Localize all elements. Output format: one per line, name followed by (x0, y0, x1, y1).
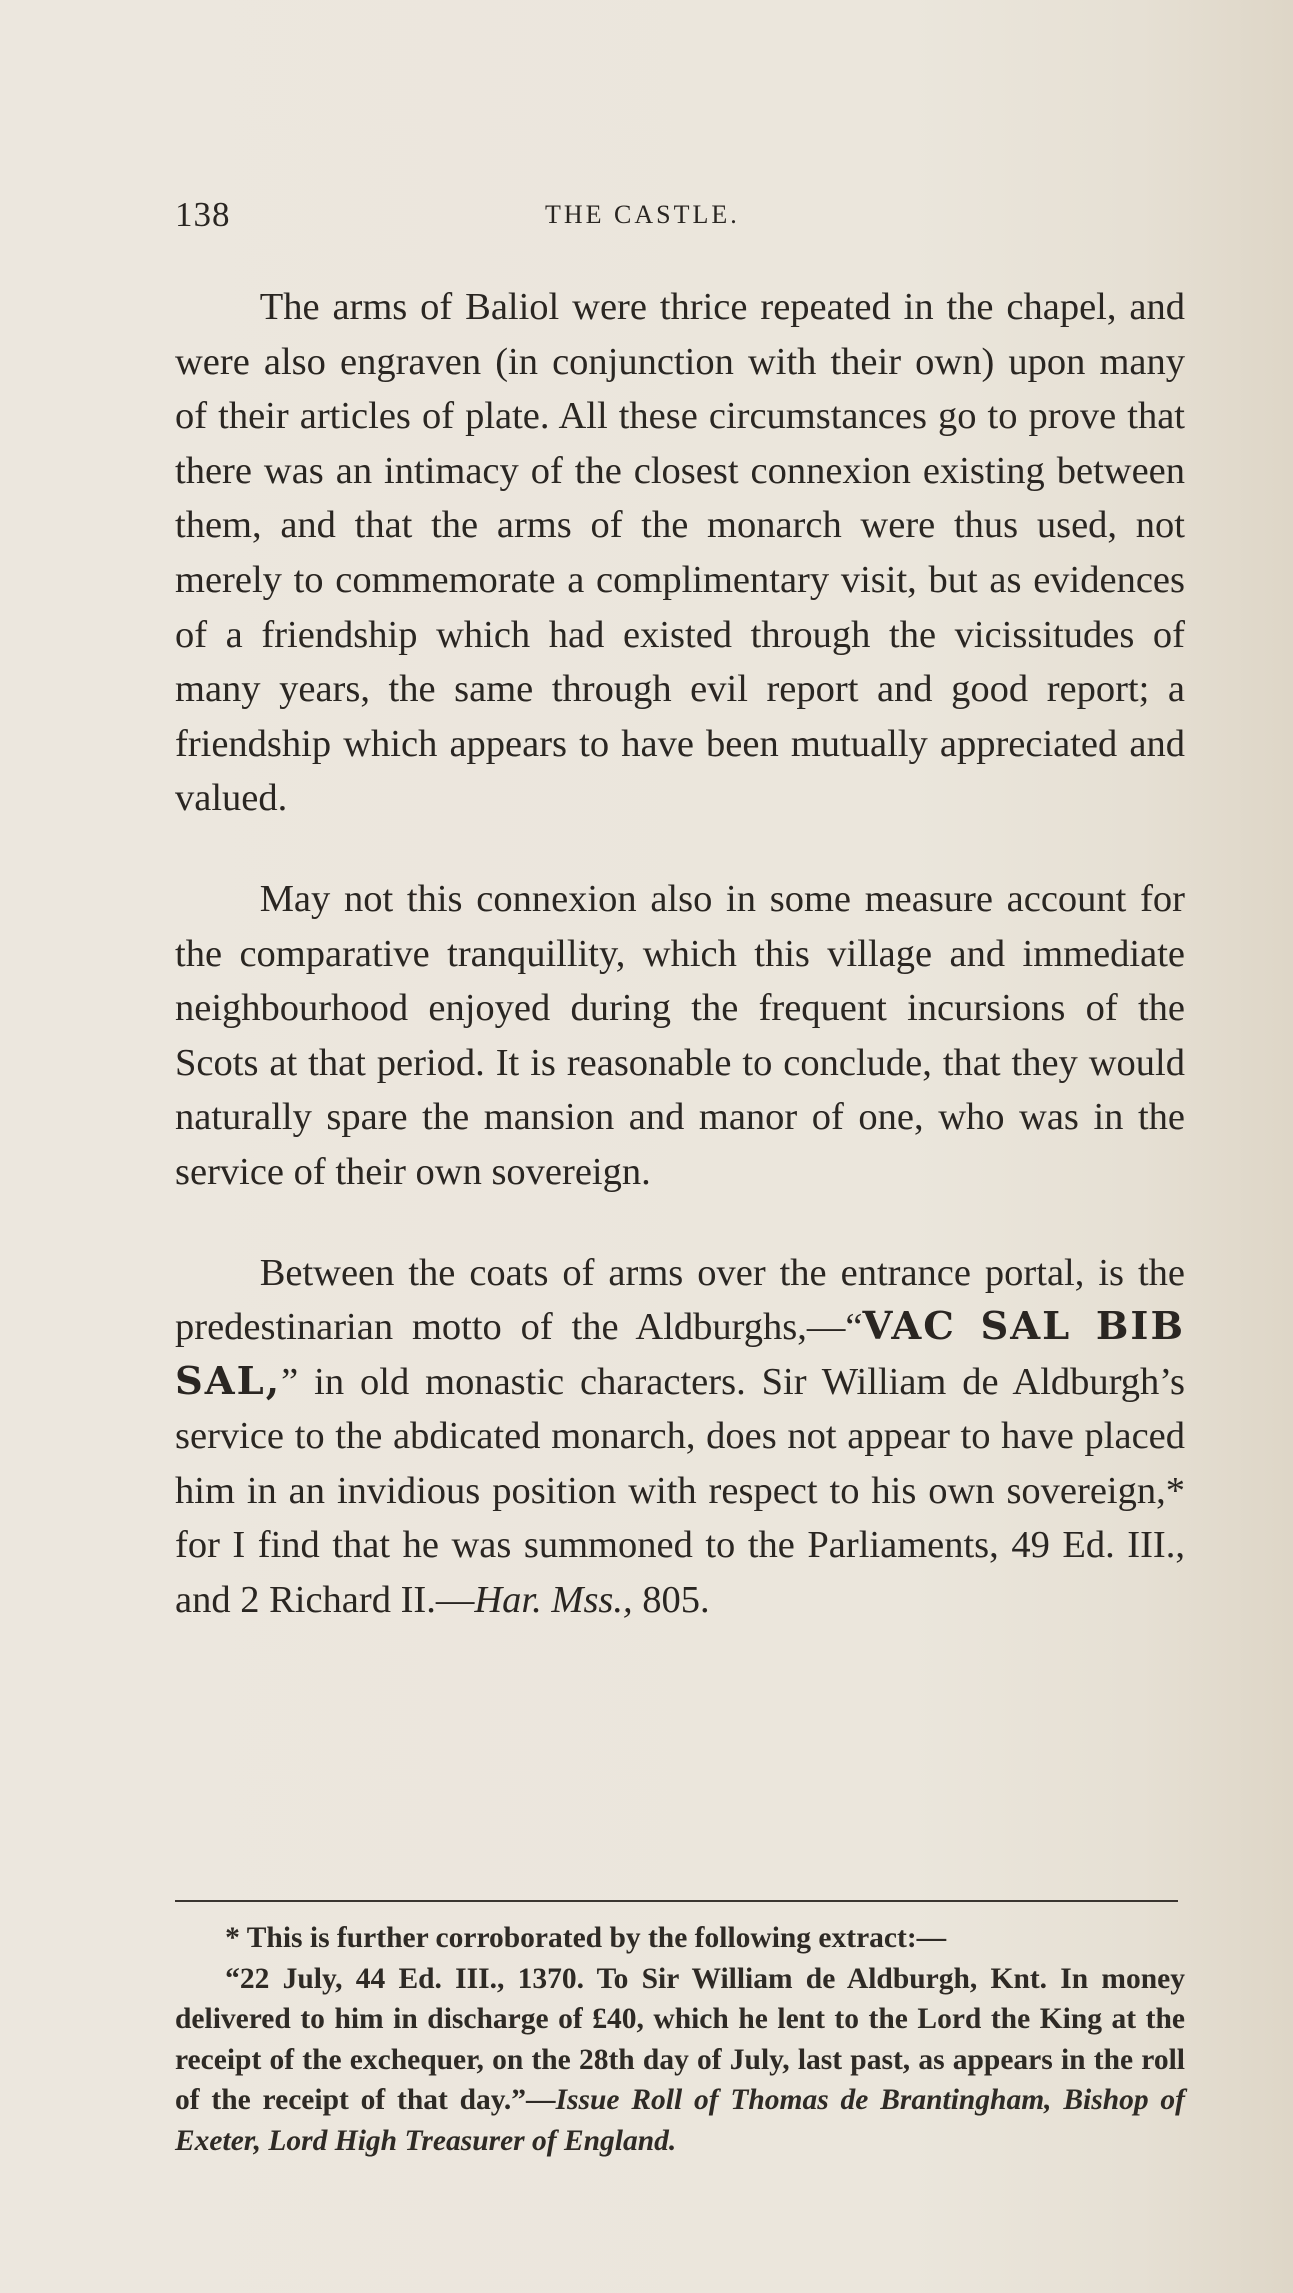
footnote (175, 1918, 1185, 2161)
paragraph-3 (175, 1246, 1185, 1628)
body-text (175, 280, 1185, 1628)
paragraph-1: The arms of Baliol were thrice repeated in the chapel, and were also engraven (in conjunction with their own) upon many of their articles of plate. All these circumstances go to prove that there was an intimacy of the closest connexion existing between them, and that the arms of the monarch were thus used, not merely to commemorate a complimentary visit, but as evidences of a friendship which had existed through the vicissitudes of many years, the same through evil report and good report; a friendship which appears to have been mutually appreciated and valued. (175, 286, 1185, 820)
manuscript-citation: Har. Mss., (474, 1579, 633, 1622)
paragraph-3-opening: Between the coats of arms over the entrance portal, is the predestinarian motto of the Aldburghs,—“ (175, 1251, 1185, 1349)
running-head: THE CASTLE. (545, 200, 740, 229)
page-header (175, 195, 1135, 245)
footnote-rule (175, 1900, 1178, 1902)
footnote-source: Issue Roll of Thomas de Brantingham, Bishop of Exeter, Lord High Treasurer of England. (175, 2084, 1186, 2157)
footnote-intro: * This is further corroborated by the following extract:— (225, 1922, 947, 1954)
paragraph-2: May not this connexion also in some measure account for the comparative tranquillity, which this village and immediate neighbourhood enjoyed during the frequent incursions of the Scots at that period. It is reasonable to conclude, that they would naturally spare the mansion and manor of one, who was in the service of their own sovereign. (175, 877, 1185, 1193)
page-number: 138 (175, 195, 231, 234)
footnote-quote: “22 July, 44 Ed. III., 1370. To Sir William de Aldburgh, Knt. In money delivered to him in discharge of £40, which he lent to the Lord the King at the receipt of the exchequer, on the 28th day of July, last past, as appears in the roll of the receipt of that day.”— (175, 1962, 1185, 2116)
paragraph-3-continuation: ” in old monastic characters. Sir William de Aldburgh’s service to the abdicated monarch, does not appear to have placed him in an invidious position with respect to his own sovereign,* for I find that he was summoned to the Parliaments, 49 Ed. III., and 2 Richard II.— (175, 1360, 1185, 1622)
paragraph-3-end: 805. (632, 1579, 710, 1622)
footnote-extract (175, 1959, 1185, 2162)
family-motto: VAC SAL BIB SAL, (175, 1304, 1185, 1404)
